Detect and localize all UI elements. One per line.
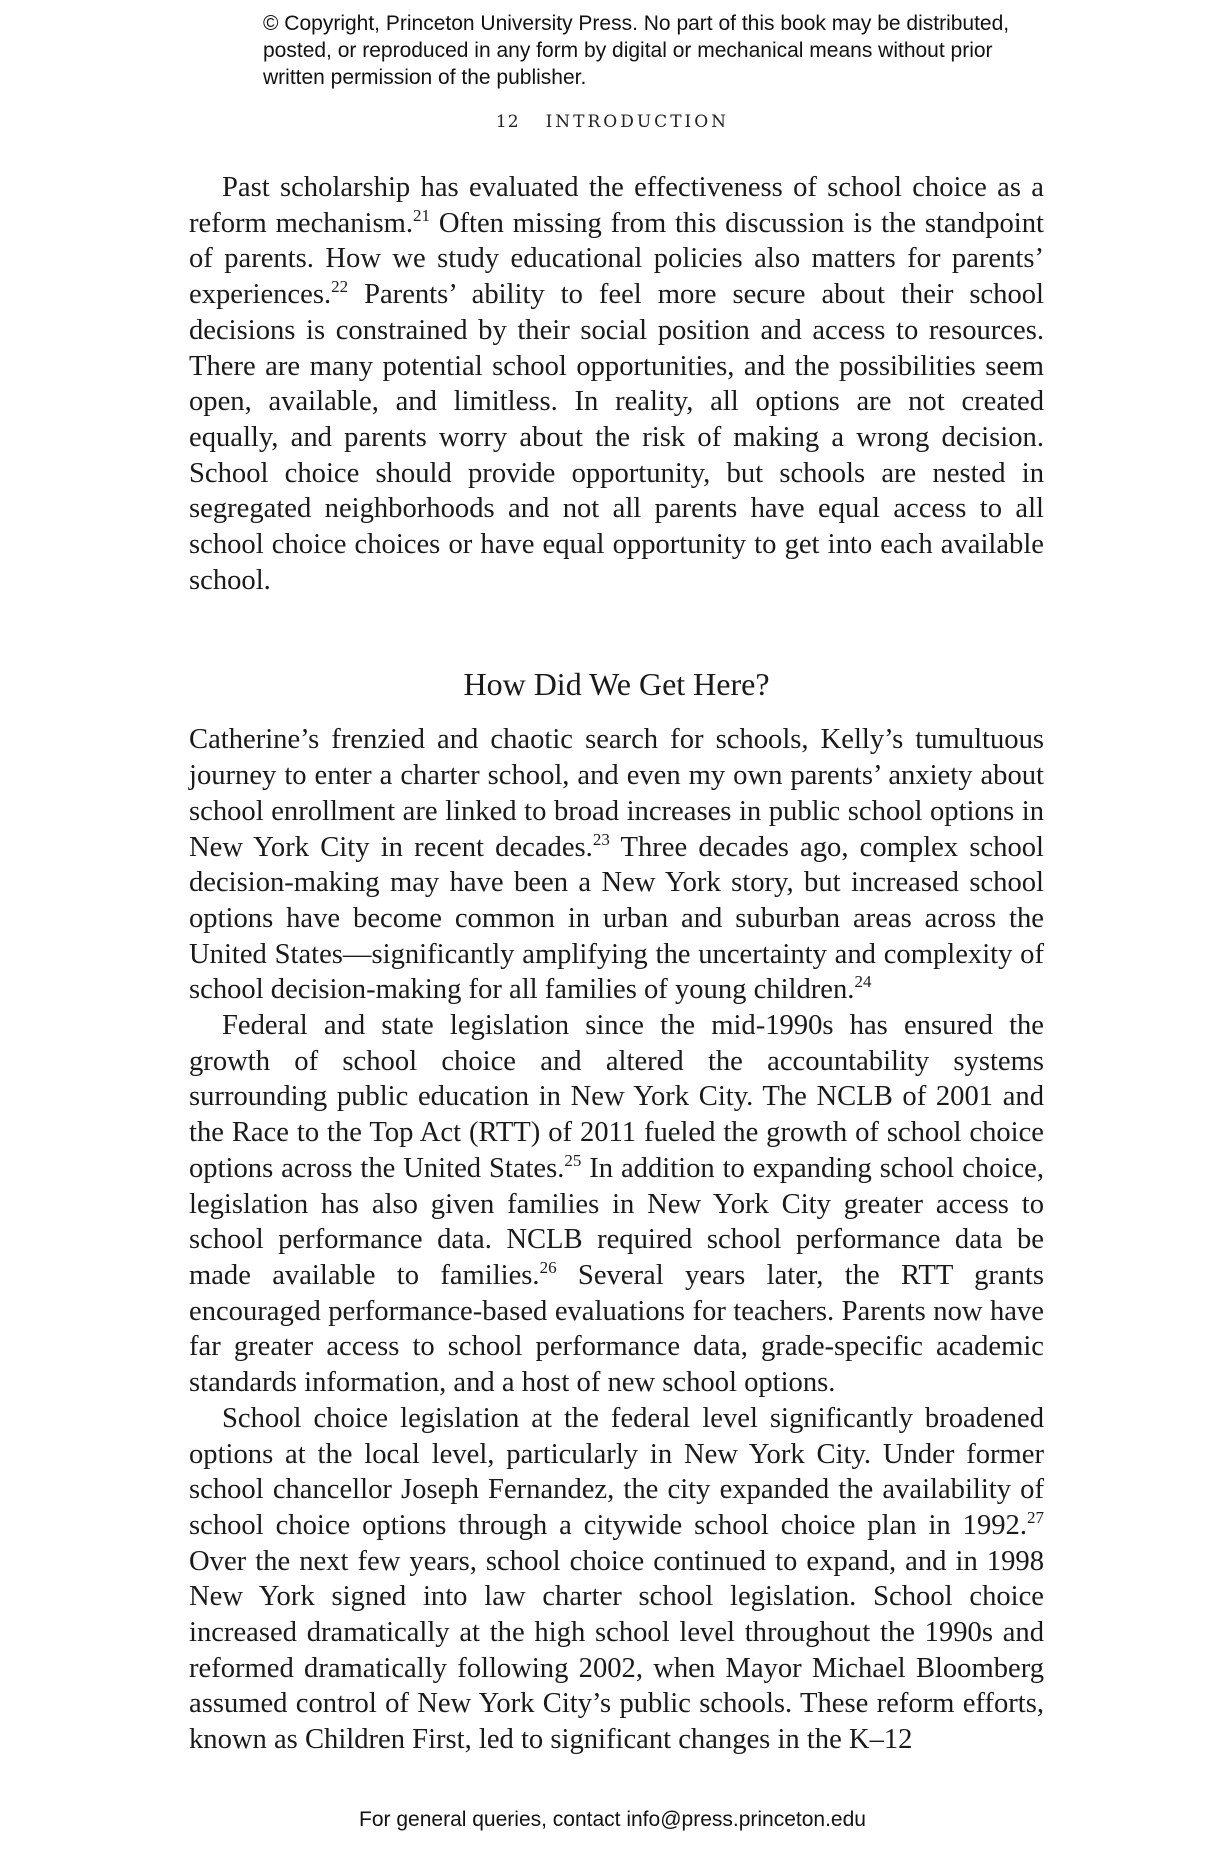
footnote-ref: 25 (564, 1150, 582, 1170)
paragraph-text: School choice legislation at the federal level significantly broadened options at the local level, particularly in New York City. Under former school chancellor Joseph Fernandez, the city expanded the availability of school choice options through a citywide school choice plan in 1992. (189, 1402, 1044, 1541)
paragraph-text: Several years later, the RTT grants encouraged performance-based evaluations for teachers. Parents now have far greater access to school performance data, grade-specific academic standards information, and a host of new school options. (189, 1259, 1044, 1399)
page-number: 12 (495, 112, 520, 132)
paragraph (189, 722, 1044, 1008)
footnote-ref: 22 (331, 277, 349, 297)
footer-contact: For general queries, contact info@press.princeton.edu (359, 1808, 866, 1831)
paragraph-text: Catherine’s frenzied and chaotic search for schools, Kelly’s tumultuous journey to enter a charter school, and even my own parents’ anxiety about school enrollment are linked to broad increases in public school options in New York City in recent decades. (189, 724, 1044, 863)
footnote-ref: 26 (539, 1257, 557, 1277)
running-head-section: INTRODUCTION (545, 112, 730, 132)
section-heading: How Did We Get Here? (463, 666, 770, 703)
paragraph (189, 170, 1044, 598)
footnote-ref: 27 (1027, 1507, 1044, 1527)
footnote-ref: 21 (413, 205, 431, 225)
paragraph-text: Past scholarship has evaluated the effectiveness of school choice as a reform mechanism. (189, 172, 1044, 239)
footnote-ref: 23 (592, 829, 610, 849)
body-text (189, 170, 1044, 1758)
running-head (0, 112, 1225, 132)
footnote-ref: 24 (854, 972, 872, 992)
paragraph-text: Federal and state legislation since the mid-1990s has ensured the growth of school choice and altered the accountability systems surrounding public education in New York City. The NCLB of 2001 and the Race to the Top Act (RTT) of 2011 fueled the growth of school choice options across the United States. (189, 1010, 1044, 1184)
paragraph-text: Three decades ago, complex school decision-making may have been a New York story, but increased school options have become common in urban and suburban areas across the United States—significantly amplifying the uncertainty and complexity of school decision-making for all families of young children. (189, 831, 1044, 1006)
copyright-notice: © Copyright, Princeton University Press. No part of this book may be distributed, posted, or reproduced in any form by digital or mechanical means without prior written permission of the publisher. (263, 12, 1010, 89)
paragraph-text: Over the next few years, school choice continued to expand, and in 1998 New York signed into law charter school legislation. School choice increased dramatically at the high school level throughout the 1990s and reformed dramatically following 2002, when Mayor Michael Bloomberg assumed control of New York City’s public schools. These reform efforts, known as Children First, led to significant changes in the K–12 (189, 1545, 1044, 1756)
paragraph (189, 1401, 1044, 1758)
paragraph-text: Parents’ ability to feel more secure about their school decisions is constrained by their social position and access to resources. There are many potential school opportunities, and the possibilities seem open, available, and limitless. In reality, all options are not created equally, and parents worry about the risk of making a wrong decision. School choice should provide opportunity, but schools are nested in segregated neighborhoods and not all parents have equal access to all school choice choices or have equal opportunity to get into each available school. (189, 279, 1044, 596)
paragraph (189, 1008, 1044, 1401)
paragraph-text: Often missing from this discussion is the standpoint of parents. How we study educational policies also matters for parents’ experiences. (189, 207, 1044, 311)
paragraph-text: In addition to expanding school choice, legislation has also given families in New York City greater access to school performance data. NCLB required school performance data be made available to families. (189, 1152, 1044, 1291)
